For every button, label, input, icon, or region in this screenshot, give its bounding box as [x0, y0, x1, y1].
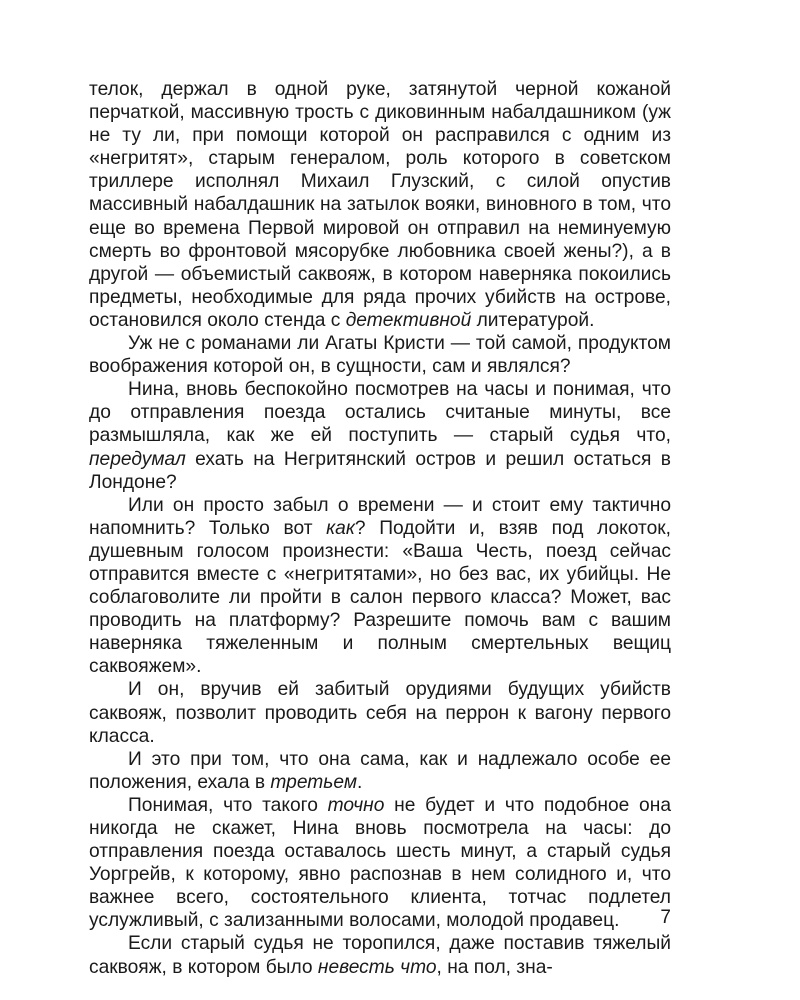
body-text [89, 78, 671, 979]
paragraph [89, 748, 671, 794]
paragraph [89, 378, 671, 493]
text-run: . [356, 771, 363, 793]
paragraph [89, 678, 671, 747]
text-run: ? Подойти и, взяв под локоток, душевным голосом произнести: «Ваша Честь, поезд сейчас отправится вместе с «негритятами», но без вас, их убийцы. Не соблаговолите ли пройти в салон первого класса? Может, вас проводить на платформу? Разрешите помочь вам с вашим наверняка тяжеленным и полным смертельных вещиц саквояжем». [89, 517, 671, 678]
text-run: Уж не с романами ли Агаты Кристи — той самой, продуктом воображения которой он, в сущности, сам и являлся? [89, 333, 671, 378]
emphasized-text: детективной [345, 309, 472, 331]
paragraph [89, 332, 671, 378]
text-run: Нина, вновь беспокойно посмотрев на часы и понимая, что до отправления поезда остались считаные минуты, все размышляла, как же ей поступить — старый судья что, [89, 379, 671, 447]
text-run: не будет и что подобное она никогда не скажет, Нина вновь посмотрела на часы: до отправления поезда оставалось шесть минут, а старый судья Уоргрейв, к которому, явно распознав в нем солидного и, что важнее всего, состоятельного клиента, тотчас подлетел услужливый, с зализанными волосами, молодой продавец. [89, 794, 671, 932]
text-run: И он, вручив ей забитый орудиями будущих убийств саквояж, позволит проводить себя на перрон к вагону первого класса. [89, 679, 671, 747]
paragraph [89, 932, 671, 978]
page-number: 7 [660, 907, 671, 928]
text-run: Понимая, что такого [128, 794, 328, 816]
emphasized-text: третьем [270, 771, 357, 793]
text-run: ехать на Негритянский остров и решил остаться в Лондоне? [89, 448, 671, 493]
text-run: И это при том, что она сама, как и надлежало особе ее положения, ехала в [89, 748, 671, 793]
emphasized-text: невесть что [317, 956, 437, 978]
text-run: литературой. [471, 309, 595, 331]
emphasized-text: как [326, 517, 355, 539]
text-run: Если старый судья не торопился, даже поставив тяжелый саквояж, в котором было [89, 933, 671, 978]
emphasized-text: точно [327, 794, 385, 816]
text-run: , на пол, зна- [436, 956, 553, 978]
emphasized-text: передумал [89, 448, 186, 470]
paragraph [89, 794, 671, 933]
text-run: Или он просто забыл о времени — и стоит ему тактично напомнить? Только вот [89, 494, 671, 539]
paragraph [89, 494, 671, 679]
text-run: телок, держал в одной руке, затянутой черной кожаной перчаткой, массивную трость с диковинным набалдашником (уж не ту ли, при помощи которой он расправился с одним из «негритят», старым генералом, роль которого в советском триллере исполнял Михаил Глузский, с силой опустив массивный набалдашник на затылок вояки, виновного в том, что еще во времена Первой мировой он отправил на неминуемую смерть во фронтовой мясорубке любовника своей жены?), а в другой — объемистый саквояж, в котором наверняка покоились предметы, необходимые для ряда прочих убийств на острове, остановился около стенда с [89, 79, 671, 331]
paragraph [89, 78, 671, 332]
